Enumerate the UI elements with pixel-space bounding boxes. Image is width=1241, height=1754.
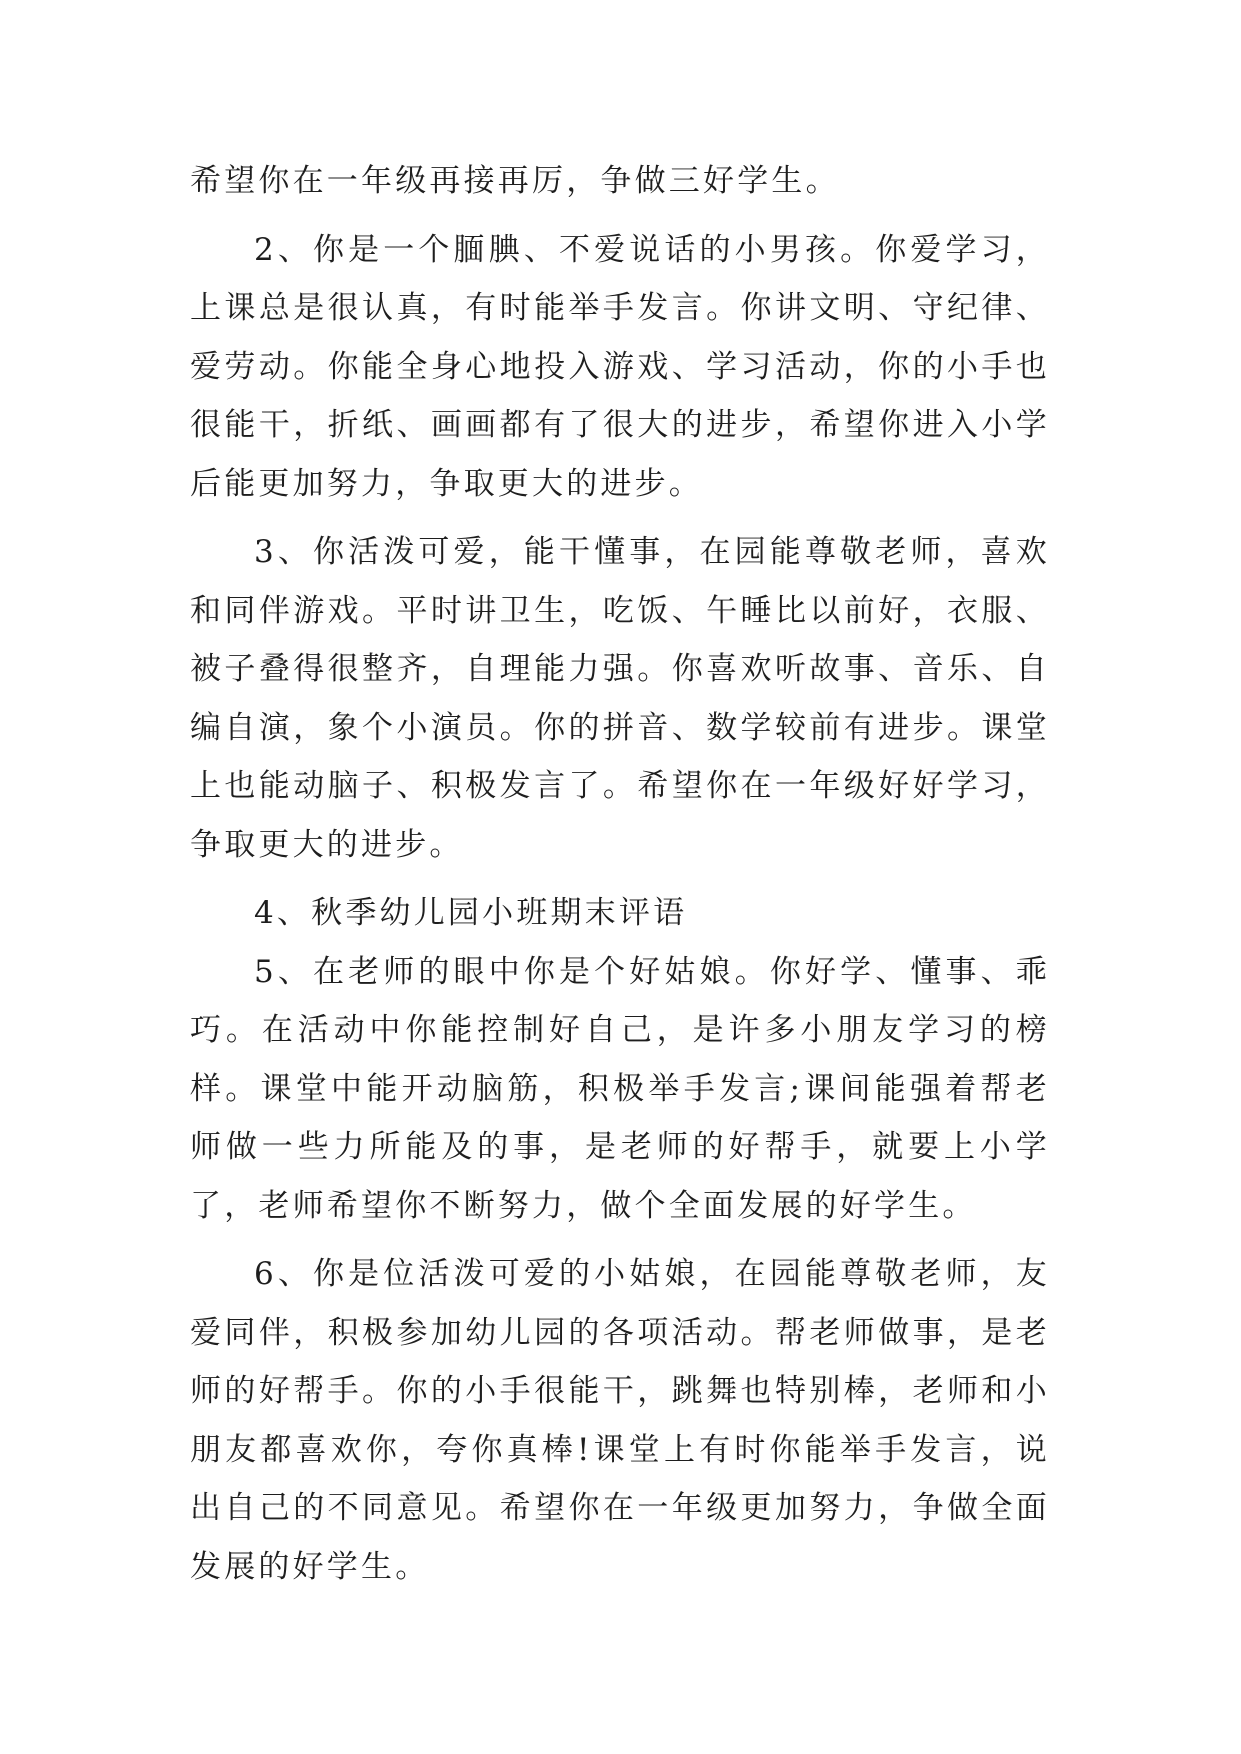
paragraph-comment-5: 5、在老师的眼中你是个好姑娘。你好学、懂事、乖巧。在活动中你能控制好自己，是许多小朋友学习的榜样。课堂中能开动脑筋，积极举手发言;课间能强着帮老师做一些力所能及的事，是老师的好帮手，就要上小学了，老师希望你不断努力，做个全面发展的好学生。 [190, 953, 1050, 1224]
paragraph-heading-4: 4、秋季幼儿园小班期末评语 [254, 895, 688, 931]
paragraph-comment-2: 2、你是一个腼腆、不爱说话的小男孩。你爱学习，上课总是很认真，有时能举手发言。你讲文明、守纪律、爱劳动。你能全身心地投入游戏、学习活动，你的小手也很能干，折纸、画画都有了很大的进步，希望你进入小学后能更加努力，争取更大的进步。 [190, 231, 1050, 502]
document-page [190, 152, 1050, 1596]
paragraph-comment-6: 6、你是位活泼可爱的小姑娘，在园能尊敬老师，友爱同伴，积极参加幼儿园的各项活动。帮老师做事，是老师的好帮手。你的小手很能干，跳舞也特别棒，老师和小朋友都喜欢你，夸你真棒!课堂上有时你能举手发言，说出自己的不同意见。希望你在一年级更加努力，争做全面发展的好学生。 [190, 1256, 1050, 1585]
paragraph-continuation: 希望你在一年级再接再厉，争做三好学生。 [190, 163, 840, 199]
paragraph-comment-3: 3、你活泼可爱，能干懂事，在园能尊敬老师，喜欢和同伴游戏。平时讲卫生，吃饭、午睡比以前好，衣服、被子叠得很整齐，自理能力强。你喜欢听故事、音乐、自编自演，象个小演员。你的拼音、数学较前有进步。课堂上也能动脑子、积极发言了。希望你在一年级好好学习，争取更大的进步。 [190, 534, 1050, 863]
